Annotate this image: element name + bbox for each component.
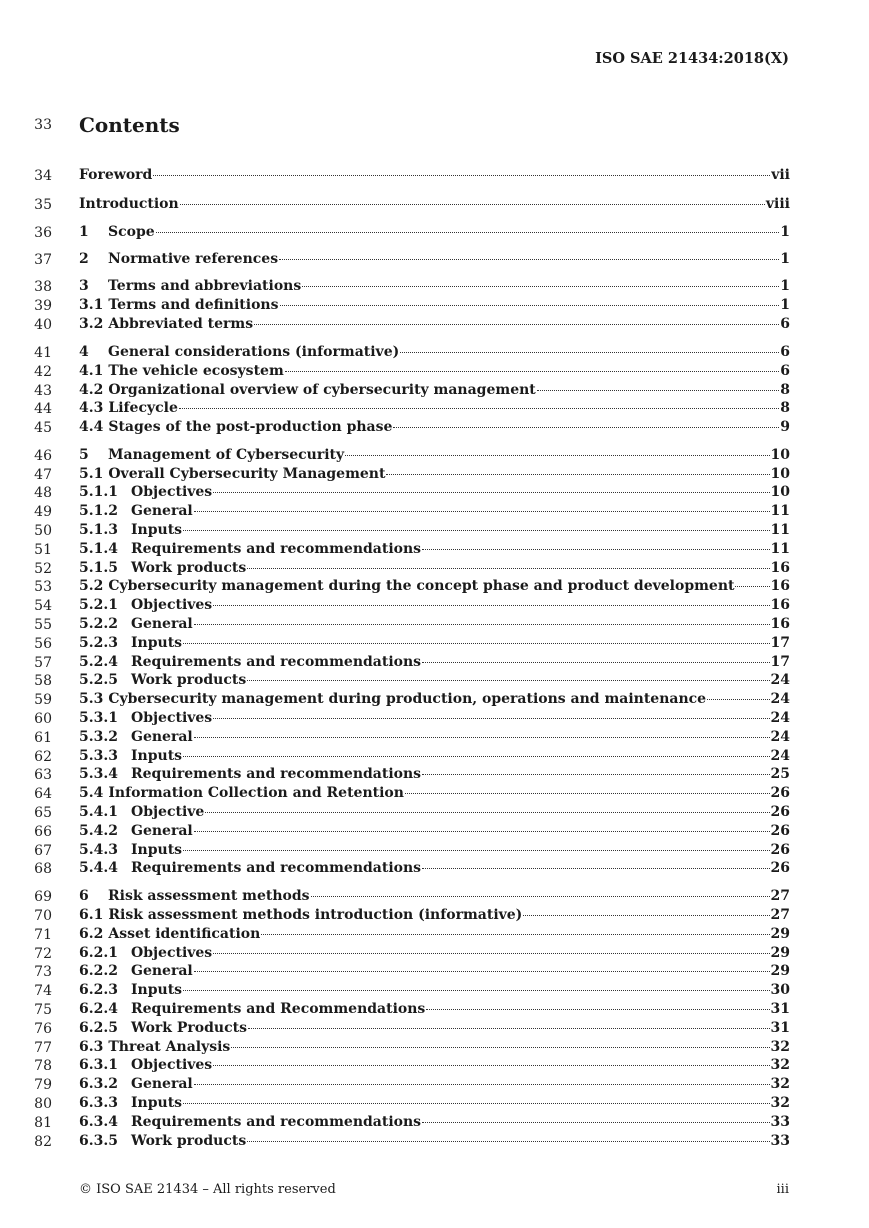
toc-entry-number: 5.3 xyxy=(79,691,104,707)
dot-leader xyxy=(311,896,770,897)
dot-leader xyxy=(205,812,769,813)
toc-entry[interactable] xyxy=(79,842,790,860)
line-number: 80 xyxy=(34,1096,52,1112)
toc-entry[interactable] xyxy=(79,560,790,578)
toc-entry[interactable] xyxy=(79,344,790,362)
toc-entry[interactable] xyxy=(79,1133,790,1151)
dot-leader xyxy=(183,990,769,991)
toc-entry-number: 4.1 xyxy=(79,363,104,379)
line-number: 65 xyxy=(34,805,52,821)
toc-entry-page: 26 xyxy=(770,823,790,839)
toc-entry-title: Objectives xyxy=(131,597,213,613)
toc-entry-title: General considerations (informative) xyxy=(108,344,400,360)
dot-leader xyxy=(254,324,779,325)
line-number: 50 xyxy=(34,523,52,539)
toc-entry[interactable] xyxy=(79,466,790,484)
toc-entry-number: 5.4.3 xyxy=(79,842,118,858)
toc-entry-title: Inputs xyxy=(131,635,183,651)
toc-entry-page: 31 xyxy=(770,1020,790,1036)
dot-leader xyxy=(386,474,769,475)
toc-entry-page: 24 xyxy=(770,710,790,726)
toc-entry-number: 5.1.1 xyxy=(79,484,118,500)
footer-page-number: iii xyxy=(776,1182,789,1197)
toc-entry[interactable] xyxy=(79,729,790,747)
toc-entry-title: Scope xyxy=(108,224,155,240)
line-number: 81 xyxy=(34,1115,52,1131)
line-number: 40 xyxy=(34,317,52,333)
toc-entry[interactable] xyxy=(79,382,790,400)
toc-entry-number: 4.2 xyxy=(79,382,104,398)
toc-entry-page: 6 xyxy=(780,316,790,332)
toc-entry-page: 17 xyxy=(770,654,790,670)
toc-entry-title: Normative references xyxy=(108,251,279,267)
toc-entry-title: Inputs xyxy=(131,1095,183,1111)
toc-entry-title: Inputs xyxy=(131,522,183,538)
toc-entry[interactable] xyxy=(79,982,790,1000)
line-number: 33 xyxy=(34,117,52,133)
toc-entry-number: 5.1.3 xyxy=(79,522,118,538)
toc-entry-page: 26 xyxy=(770,785,790,801)
toc-entry-title: Management of Cybersecurity xyxy=(108,447,345,463)
toc-entry-page: 8 xyxy=(780,400,790,416)
toc-entry[interactable] xyxy=(79,785,790,803)
toc-entry-title: Inputs xyxy=(131,842,183,858)
line-number: 47 xyxy=(34,467,52,483)
contents-title: Contents xyxy=(79,113,180,137)
line-number: 77 xyxy=(34,1040,52,1056)
toc-entry[interactable] xyxy=(79,1057,790,1075)
toc-entry-page: 1 xyxy=(780,297,790,313)
line-number: 36 xyxy=(34,225,52,241)
toc-entry[interactable] xyxy=(79,823,790,841)
toc-entry-page: 1 xyxy=(780,224,790,240)
toc-entry-number: 5.1.2 xyxy=(79,503,118,519)
dot-leader xyxy=(422,868,769,869)
dot-leader xyxy=(400,352,779,353)
dot-leader xyxy=(537,390,780,391)
dot-leader xyxy=(194,624,770,625)
toc-entry-title: Asset identification xyxy=(108,926,261,942)
toc-entry-number: 5.1 xyxy=(79,466,104,482)
toc-entry-number: 5.2.5 xyxy=(79,672,118,688)
dot-leader xyxy=(247,568,769,569)
dot-leader xyxy=(194,1084,770,1085)
dot-leader xyxy=(183,643,769,644)
dot-leader xyxy=(183,756,769,757)
toc-entry[interactable] xyxy=(79,888,790,906)
toc-entry-number: 5.3.2 xyxy=(79,729,118,745)
line-number: 55 xyxy=(34,617,52,633)
line-number: 68 xyxy=(34,861,52,877)
line-number: 35 xyxy=(34,197,52,213)
dot-leader xyxy=(280,305,780,306)
toc-entry-title: Work Products xyxy=(131,1020,247,1036)
toc-entry-number: 6.2.4 xyxy=(79,1001,118,1017)
toc-entry-title: General xyxy=(131,823,193,839)
toc-entry-page: 16 xyxy=(770,560,790,576)
toc-entry-number: 6 xyxy=(79,888,89,904)
toc-entry[interactable] xyxy=(79,363,790,381)
toc-entry-number: 5.2.4 xyxy=(79,654,118,670)
toc-entry-number: 2 xyxy=(79,251,89,267)
toc-entry-page: 32 xyxy=(770,1039,790,1055)
toc-entry-page: 32 xyxy=(770,1076,790,1092)
line-number: 73 xyxy=(34,964,52,980)
toc-entry-number: 6.2.2 xyxy=(79,963,118,979)
footer-copyright: © ISO SAE 21434 – All rights reserved xyxy=(79,1182,336,1197)
toc-entry-page: 29 xyxy=(770,963,790,979)
toc-entry-page: 29 xyxy=(770,926,790,942)
toc-entry-number: 6.3.4 xyxy=(79,1114,118,1130)
toc-entry-page: 16 xyxy=(770,578,790,594)
line-number: 39 xyxy=(34,298,52,314)
toc-entry-number: 4.3 xyxy=(79,400,104,416)
dot-leader xyxy=(194,511,770,512)
toc-entry[interactable] xyxy=(79,635,790,653)
toc-entry-title: Cybersecurity management during production, operations and maintenance xyxy=(108,691,707,707)
toc-entry-page: 10 xyxy=(770,466,790,482)
line-number: 62 xyxy=(34,749,52,765)
toc-entry-number: 5.2.1 xyxy=(79,597,118,613)
dot-leader xyxy=(285,371,779,372)
toc-entry[interactable] xyxy=(79,748,790,766)
toc-entry-number: 6.2.3 xyxy=(79,982,118,998)
toc-entry-title: Foreword xyxy=(79,167,153,183)
toc-entry-title: Work products xyxy=(131,672,247,688)
dot-leader xyxy=(247,1141,769,1142)
toc-entry-title: Work products xyxy=(131,560,247,576)
toc-entry-page: 24 xyxy=(770,729,790,745)
toc-entry-title: Risk assessment methods xyxy=(108,888,310,904)
toc-entry-number: 6.1 xyxy=(79,907,104,923)
toc-entry-title: Lifecycle xyxy=(108,400,178,416)
toc-entry-number: 6.2.5 xyxy=(79,1020,118,1036)
toc-entry-title: Requirements and recommendations xyxy=(131,860,422,876)
dot-leader xyxy=(248,1028,770,1029)
toc-entry-number: 5.1.4 xyxy=(79,541,118,557)
toc-entry-page: 11 xyxy=(770,503,790,519)
toc-entry-title: Organizational overview of cybersecurity management xyxy=(108,382,536,398)
toc-entry[interactable] xyxy=(79,1114,790,1132)
dot-leader xyxy=(247,680,769,681)
toc-entry-page: 24 xyxy=(770,748,790,764)
dot-leader xyxy=(194,971,770,972)
dot-leader xyxy=(279,259,779,260)
toc-entry-title: Requirements and recommendations xyxy=(131,1114,422,1130)
toc-entry[interactable] xyxy=(79,766,790,784)
toc-entry[interactable] xyxy=(79,597,790,615)
dot-leader xyxy=(422,774,769,775)
toc-entry[interactable] xyxy=(79,522,790,540)
line-number: 71 xyxy=(34,927,52,943)
line-number: 44 xyxy=(34,401,52,417)
toc-entry[interactable] xyxy=(79,616,790,634)
line-number: 72 xyxy=(34,946,52,962)
dot-leader xyxy=(345,455,769,456)
dot-leader xyxy=(426,1009,769,1010)
toc-entry[interactable] xyxy=(79,691,790,709)
line-number: 60 xyxy=(34,711,52,727)
toc-entry-title: General xyxy=(131,729,193,745)
toc-entry-title: Abbreviated terms xyxy=(108,316,254,332)
toc-entry[interactable] xyxy=(79,297,790,315)
toc-entry-title: Introduction xyxy=(79,196,179,212)
toc-entry-page: 31 xyxy=(770,1001,790,1017)
line-number: 34 xyxy=(34,168,52,184)
toc-entry-page: 6 xyxy=(780,363,790,379)
toc-entry-page: 10 xyxy=(770,484,790,500)
line-number: 42 xyxy=(34,364,52,380)
toc-entry-page: 32 xyxy=(770,1095,790,1111)
toc-entry-number: 4.4 xyxy=(79,419,104,435)
toc-entry-number: 5.2.3 xyxy=(79,635,118,651)
toc-entry-page: 27 xyxy=(770,907,790,923)
toc-entry-page: 16 xyxy=(770,597,790,613)
line-number: 38 xyxy=(34,279,52,295)
toc-entry[interactable] xyxy=(79,710,790,728)
toc-entry[interactable] xyxy=(79,278,790,296)
toc-entry-title: Requirements and Recommendations xyxy=(131,1001,426,1017)
toc-entry[interactable] xyxy=(79,316,790,334)
line-number: 76 xyxy=(34,1021,52,1037)
toc-entry[interactable] xyxy=(79,1001,790,1019)
toc-entry[interactable] xyxy=(79,672,790,690)
toc-entry-page: 6 xyxy=(780,344,790,360)
toc-entry-page: 11 xyxy=(770,541,790,557)
toc-entry-title: Information Collection and Retention xyxy=(108,785,404,801)
line-number: 56 xyxy=(34,636,52,652)
toc-entry-page: 27 xyxy=(770,888,790,904)
toc-entry-page: 10 xyxy=(770,447,790,463)
dot-leader xyxy=(422,549,769,550)
dot-leader xyxy=(183,850,769,851)
toc-entry[interactable] xyxy=(79,804,790,822)
toc-entry[interactable] xyxy=(79,1076,790,1094)
toc-entry[interactable] xyxy=(79,907,790,925)
line-number: 51 xyxy=(34,542,52,558)
dot-leader xyxy=(405,793,770,794)
toc-entry-title: General xyxy=(131,1076,193,1092)
dot-leader xyxy=(180,204,765,205)
toc-entry-number: 5.2 xyxy=(79,578,104,594)
dot-leader xyxy=(213,718,769,719)
toc-entry-page: 17 xyxy=(770,635,790,651)
line-number: 63 xyxy=(34,767,52,783)
toc-entry-page: 11 xyxy=(770,522,790,538)
toc-entry-title: Objectives xyxy=(131,1057,213,1073)
toc-entry[interactable] xyxy=(79,578,790,596)
line-number: 57 xyxy=(34,655,52,671)
toc-entry-number: 6.3 xyxy=(79,1039,104,1055)
toc-entry-number: 1 xyxy=(79,224,89,240)
line-number: 61 xyxy=(34,730,52,746)
toc-entry-number: 6.2 xyxy=(79,926,104,942)
toc-entry-number: 3 xyxy=(79,278,89,294)
line-number: 41 xyxy=(34,345,52,361)
toc-entry-title: Stages of the post-production phase xyxy=(108,419,393,435)
toc-entry-page: 1 xyxy=(780,251,790,267)
dot-leader xyxy=(422,1122,769,1123)
line-number: 67 xyxy=(34,843,52,859)
dot-leader xyxy=(183,1103,769,1104)
toc-entry-title: The vehicle ecosystem xyxy=(108,363,284,379)
line-number: 43 xyxy=(34,383,52,399)
dot-leader xyxy=(213,953,769,954)
toc-entry-page: 26 xyxy=(770,842,790,858)
dot-leader xyxy=(231,1047,769,1048)
toc-entry-page: 24 xyxy=(770,672,790,688)
toc-entry-number: 5.2.2 xyxy=(79,616,118,632)
toc-entry-number: 5.3.4 xyxy=(79,766,118,782)
toc-entry-number: 5.4.2 xyxy=(79,823,118,839)
toc-entry-page: 26 xyxy=(770,860,790,876)
toc-entry-number: 5.4.1 xyxy=(79,804,118,820)
line-number: 49 xyxy=(34,504,52,520)
dot-leader xyxy=(183,530,769,531)
toc-entry-page: 24 xyxy=(770,691,790,707)
toc-entry-title: Inputs xyxy=(131,982,183,998)
toc-entry-page: 29 xyxy=(770,945,790,961)
toc-entry-title: Terms and definitions xyxy=(108,297,279,313)
toc-entry[interactable] xyxy=(79,1020,790,1038)
page-header-doc-id: ISO SAE 21434:2018(X) xyxy=(595,50,789,67)
toc-entry-number: 3.2 xyxy=(79,316,104,332)
dot-leader xyxy=(194,831,770,832)
toc-entry-page: 8 xyxy=(780,382,790,398)
toc-entry-title: Objectives xyxy=(131,484,213,500)
dot-leader xyxy=(707,699,769,700)
toc-entry-page: 26 xyxy=(770,804,790,820)
toc-entry[interactable] xyxy=(79,1095,790,1113)
toc-entry-title: Work products xyxy=(131,1133,247,1149)
toc-entry-number: 6.3.1 xyxy=(79,1057,118,1073)
toc-entry-number: 3.1 xyxy=(79,297,104,313)
toc-entry[interactable] xyxy=(79,419,790,437)
line-number: 75 xyxy=(34,1002,52,1018)
toc-entry-title: Risk assessment methods introduction (informative) xyxy=(108,907,523,923)
toc-entry-title: Requirements and recommendations xyxy=(131,541,422,557)
line-number: 79 xyxy=(34,1077,52,1093)
dot-leader xyxy=(523,915,769,916)
dot-leader xyxy=(179,408,779,409)
line-number: 69 xyxy=(34,889,52,905)
toc-entry[interactable] xyxy=(79,196,790,214)
dot-leader xyxy=(213,492,769,493)
toc-entry-title: Terms and abbreviations xyxy=(108,278,302,294)
dot-leader xyxy=(302,286,779,287)
toc-entry-title: Overall Cybersecurity Management xyxy=(108,466,386,482)
toc-entry-title: General xyxy=(131,963,193,979)
toc-entry-page: 33 xyxy=(770,1114,790,1130)
toc-entry[interactable] xyxy=(79,167,790,185)
toc-entry-number: 5.4 xyxy=(79,785,104,801)
toc-entry-title: Inputs xyxy=(131,748,183,764)
toc-entry-title: Requirements and recommendations xyxy=(131,654,422,670)
toc-entry-number: 5.3.1 xyxy=(79,710,118,726)
line-number: 64 xyxy=(34,786,52,802)
toc-entry-title: Objective xyxy=(131,804,205,820)
toc-entry[interactable] xyxy=(79,447,790,465)
toc-entry-page: 32 xyxy=(770,1057,790,1073)
toc-entry[interactable] xyxy=(79,224,790,242)
line-number: 82 xyxy=(34,1134,52,1150)
line-number: 78 xyxy=(34,1058,52,1074)
line-number: 53 xyxy=(34,579,52,595)
toc-entry-page: vii xyxy=(771,167,790,183)
line-number: 37 xyxy=(34,252,52,268)
toc-entry-number: 5 xyxy=(79,447,89,463)
dot-leader xyxy=(153,175,770,176)
toc-entry-title: Objectives xyxy=(131,945,213,961)
toc-entry-title: Objectives xyxy=(131,710,213,726)
toc-entry-number: 5.4.4 xyxy=(79,860,118,876)
toc-entry-number: 6.3.2 xyxy=(79,1076,118,1092)
toc-entry-page: 16 xyxy=(770,616,790,632)
line-number: 58 xyxy=(34,673,52,689)
toc-entry[interactable] xyxy=(79,1039,790,1057)
dot-leader xyxy=(422,662,769,663)
toc-entry[interactable] xyxy=(79,251,790,269)
toc-entry-page: 25 xyxy=(770,766,790,782)
toc-entry-title: General xyxy=(131,616,193,632)
line-number: 54 xyxy=(34,598,52,614)
line-number: 74 xyxy=(34,983,52,999)
toc-entry-number: 5.1.5 xyxy=(79,560,118,576)
dot-leader xyxy=(213,1065,769,1066)
toc-entry[interactable] xyxy=(79,963,790,981)
toc-entry[interactable] xyxy=(79,945,790,963)
toc-entry[interactable] xyxy=(79,484,790,502)
toc-entry-number: 6.3.3 xyxy=(79,1095,118,1111)
dot-leader xyxy=(194,737,770,738)
dot-leader xyxy=(156,232,780,233)
toc-entry-page: 9 xyxy=(780,419,790,435)
line-number: 59 xyxy=(34,692,52,708)
toc-entry[interactable] xyxy=(79,503,790,521)
dot-leader xyxy=(261,934,769,935)
toc-entry-title: Threat Analysis xyxy=(108,1039,231,1055)
toc-entry-page: viii xyxy=(765,196,790,212)
line-number: 66 xyxy=(34,824,52,840)
toc-entry-page: 30 xyxy=(770,982,790,998)
toc-entry[interactable] xyxy=(79,926,790,944)
toc-entry-page: 1 xyxy=(780,278,790,294)
line-number: 45 xyxy=(34,420,52,436)
line-number: 46 xyxy=(34,448,52,464)
toc-entry-number: 4 xyxy=(79,344,89,360)
toc-entry-page: 33 xyxy=(770,1133,790,1149)
toc-entry[interactable] xyxy=(79,654,790,672)
line-number: 52 xyxy=(34,561,52,577)
line-number: 48 xyxy=(34,485,52,501)
dot-leader xyxy=(393,427,779,428)
toc-entry-title: Cybersecurity management during the concept phase and product development xyxy=(108,578,735,594)
toc-entry-number: 5.3.3 xyxy=(79,748,118,764)
dot-leader xyxy=(735,586,769,587)
toc-entry-number: 6.2.1 xyxy=(79,945,118,961)
line-number: 70 xyxy=(34,908,52,924)
toc-entry[interactable] xyxy=(79,860,790,878)
toc-entry[interactable] xyxy=(79,400,790,418)
toc-entry[interactable] xyxy=(79,541,790,559)
toc-entry-title: Requirements and recommendations xyxy=(131,766,422,782)
toc-entry-title: General xyxy=(131,503,193,519)
dot-leader xyxy=(213,605,769,606)
toc-entry-number: 6.3.5 xyxy=(79,1133,118,1149)
